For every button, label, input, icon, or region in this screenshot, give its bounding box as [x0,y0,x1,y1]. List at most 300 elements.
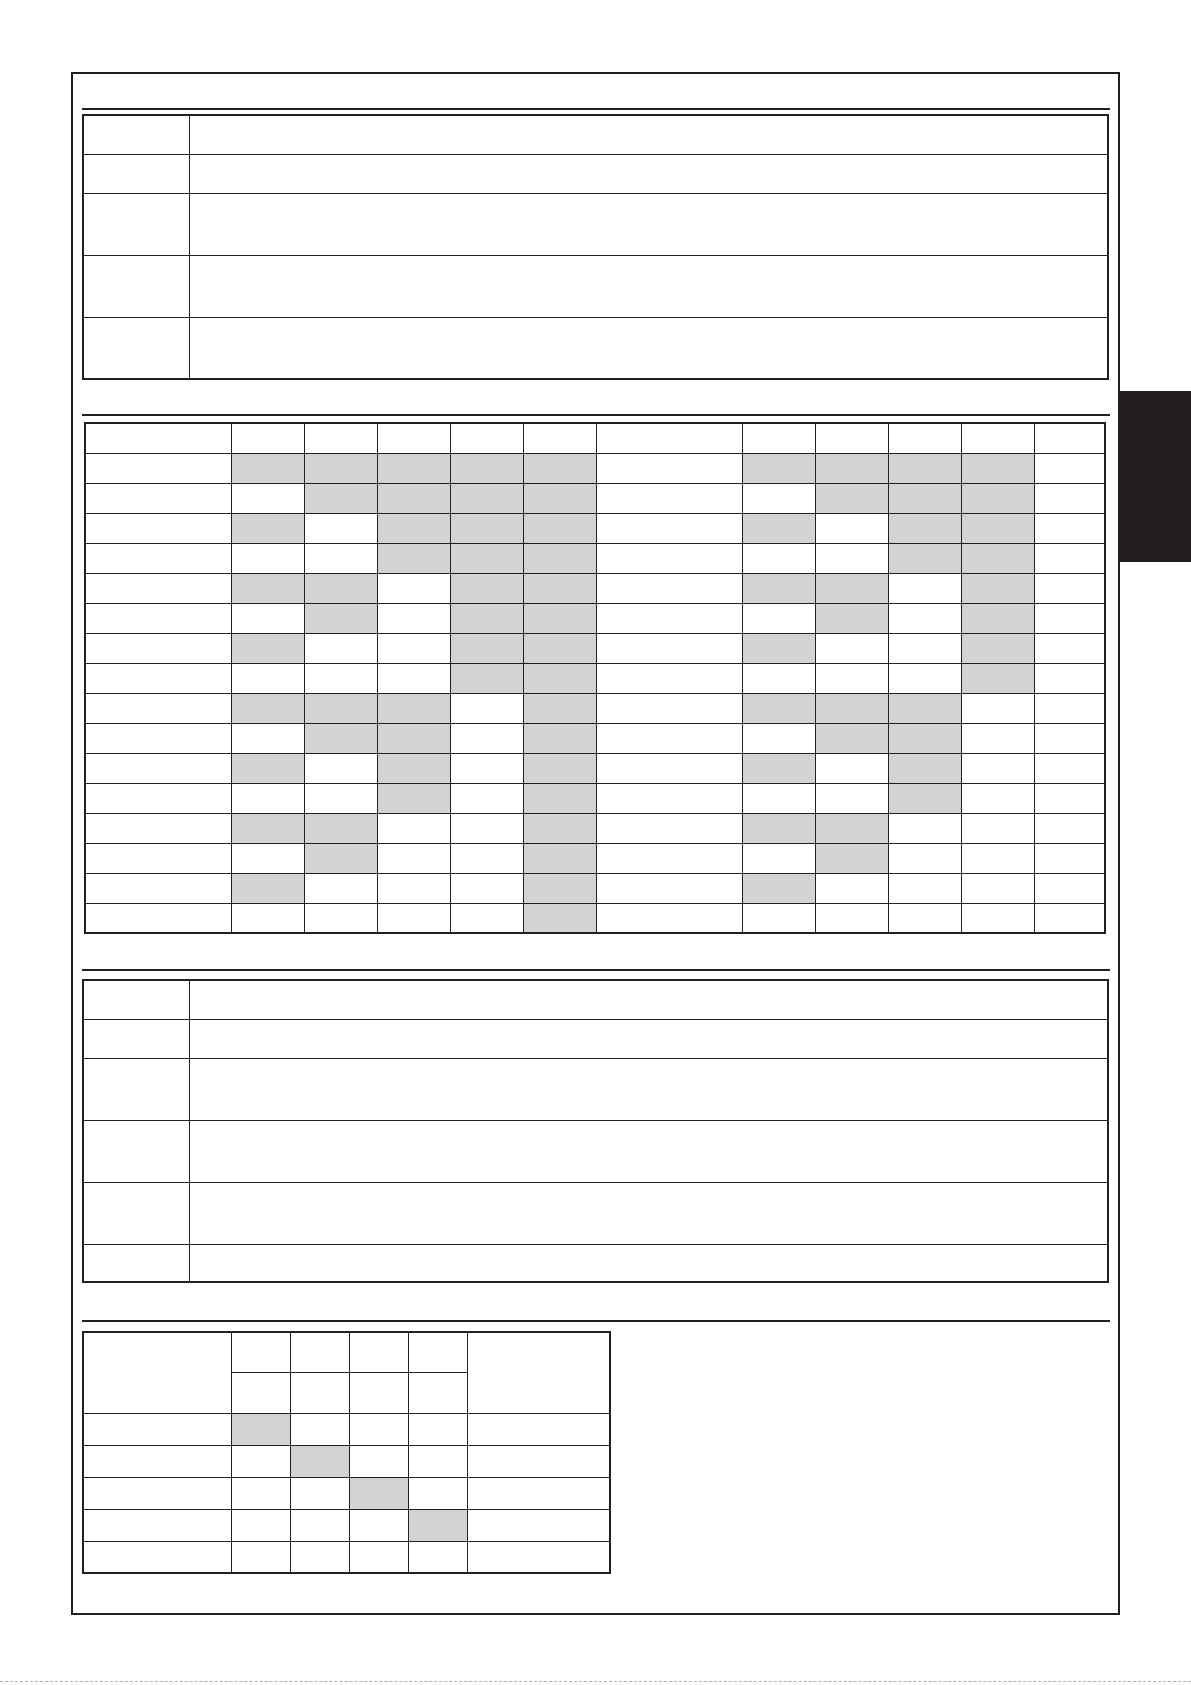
matrix-cell [961,783,1034,813]
matrix-cell [815,693,888,723]
matrix-cell [523,813,596,843]
matrix-cell [523,843,596,873]
matrix-cell [888,483,961,513]
section-tab [1120,391,1191,562]
matrix-header-cell [304,423,377,453]
selection-cell [290,1477,349,1509]
matrix-cell [304,603,377,633]
matrix-cell [231,783,304,813]
selection-cell [349,1413,408,1445]
matrix-cell [523,783,596,813]
matrix-cell [961,753,1034,783]
definition-label [83,255,189,317]
matrix-cell [231,543,304,573]
selection-result-cell [467,1509,610,1541]
definition-text [189,980,1108,1019]
matrix-cell [450,753,523,783]
selection-cell [349,1541,408,1573]
selection-cell [349,1445,408,1477]
section-rule-4 [82,1320,1110,1322]
definition-row [83,115,1108,154]
selection-subheader-cell [231,1372,290,1413]
selection-subheader-cell [290,1372,349,1413]
matrix-cell [742,723,815,753]
matrix-cell [304,453,377,483]
matrix-cell [815,513,888,543]
matrix-cell [231,873,304,903]
matrix-mid-label [596,783,742,813]
matrix-cell [815,573,888,603]
matrix-mid-label [596,483,742,513]
matrix-cell [231,573,304,603]
selection-table [82,1331,611,1574]
matrix-cell [815,453,888,483]
matrix-cell [888,783,961,813]
matrix-cell [523,753,596,783]
matrix-mid-label [596,573,742,603]
matrix-cell [1034,753,1105,783]
matrix-cell [377,813,450,843]
matrix-header-cell [450,423,523,453]
selection-cell [290,1541,349,1573]
matrix-cell [742,633,815,663]
matrix-cell [961,903,1034,933]
matrix-cell [1034,723,1105,753]
matrix-cell [231,513,304,543]
selection-cell [349,1509,408,1541]
definition-row [83,1182,1108,1244]
matrix-cell [1034,813,1105,843]
matrix-cell [377,843,450,873]
matrix-cell [231,693,304,723]
matrix-cell [377,783,450,813]
matrix-cell [742,843,815,873]
matrix-cell [961,723,1034,753]
page-bottom-edge [0,1681,1191,1682]
matrix-cell [523,513,596,543]
matrix-cell [888,573,961,603]
matrix-cell [888,513,961,543]
selection-cell [231,1445,290,1477]
matrix-cell [815,843,888,873]
matrix-cell [742,903,815,933]
matrix-cell [961,633,1034,663]
matrix-row-label [85,573,231,603]
selection-cell [408,1445,467,1477]
definition-text [189,115,1108,154]
matrix-cell [815,483,888,513]
matrix-mid-label [596,873,742,903]
matrix-cell [304,513,377,543]
matrix-cell [815,723,888,753]
selection-result-cell [467,1413,610,1445]
matrix-cell [450,723,523,753]
definition-label [83,1019,189,1058]
matrix-row-label [85,513,231,543]
matrix-row-label [85,873,231,903]
matrix-cell [1034,483,1105,513]
matrix-cell [377,513,450,543]
section-rule-2 [82,414,1110,416]
matrix-cell [377,633,450,663]
selection-cell [408,1509,467,1541]
matrix-row [85,603,1105,633]
selection-cell [231,1477,290,1509]
matrix-cell [961,693,1034,723]
matrix-cell [304,573,377,603]
matrix-row [85,633,1105,663]
matrix-cell [961,453,1034,483]
matrix-cell [450,513,523,543]
matrix-row-label [85,843,231,873]
matrix-row [85,843,1105,873]
matrix-row-label [85,543,231,573]
matrix-cell [304,543,377,573]
matrix-row [85,573,1105,603]
matrix-cell [742,573,815,603]
matrix-mid-label [596,513,742,543]
matrix-cell [231,843,304,873]
selection-row-label [83,1413,231,1445]
matrix-cell [304,903,377,933]
matrix-header-cell [888,423,961,453]
matrix-mid-label [596,693,742,723]
matrix-cell [742,453,815,483]
matrix-cell [1034,783,1105,813]
matrix-cell [450,813,523,843]
matrix-cell [231,723,304,753]
matrix-row-label [85,483,231,513]
definition-label [83,980,189,1019]
definition-text [189,1182,1108,1244]
matrix-row-label [85,723,231,753]
matrix-cell [1034,873,1105,903]
matrix-mid-label [596,663,742,693]
section-rule-1 [82,108,1110,110]
matrix-row-label [85,753,231,783]
matrix-cell [888,723,961,753]
definition-label [83,317,189,379]
matrix-cell [231,453,304,483]
definition-text [189,1058,1108,1120]
matrix-cell [450,903,523,933]
matrix-cell [742,543,815,573]
matrix-cell [231,813,304,843]
matrix-cell [961,813,1034,843]
definition-row [83,1244,1108,1282]
matrix-header-cell [596,423,742,453]
matrix-cell [304,693,377,723]
matrix-cell [231,903,304,933]
matrix-cell [450,843,523,873]
matrix-row-label [85,603,231,633]
matrix-cell [888,603,961,633]
matrix-mid-label [596,453,742,483]
matrix-cell [231,753,304,783]
matrix-cell [450,663,523,693]
matrix-cell [888,903,961,933]
selection-cell [290,1413,349,1445]
definition-row [83,255,1108,317]
selection-header-row [83,1332,610,1372]
selection-row-label [83,1477,231,1509]
matrix-row [85,873,1105,903]
matrix-cell [377,573,450,603]
selection-cell [290,1445,349,1477]
matrix-cell [377,453,450,483]
matrix-cell [815,633,888,663]
matrix-row-label [85,633,231,663]
matrix-cell [450,603,523,633]
matrix-cell [742,783,815,813]
matrix-row [85,753,1105,783]
section-rule-3 [82,969,1110,971]
matrix-cell [377,543,450,573]
matrix-cell [888,813,961,843]
matrix-cell [815,603,888,633]
matrix-cell [1034,633,1105,663]
selection-row [83,1445,610,1477]
matrix-header-cell [961,423,1034,453]
definition-row [83,1019,1108,1058]
matrix-row [85,663,1105,693]
matrix-row [85,903,1105,933]
matrix-cell [742,663,815,693]
matrix-cell [961,843,1034,873]
matrix-cell [377,483,450,513]
matrix-cell [377,603,450,633]
matrix-cell [523,543,596,573]
selection-cell [408,1413,467,1445]
matrix-mid-label [596,843,742,873]
matrix-row [85,693,1105,723]
matrix-cell [1034,513,1105,543]
definition-label [83,154,189,193]
definition-label [83,1120,189,1182]
definition-row [83,1120,1108,1182]
selection-result-header [467,1332,610,1413]
matrix-cell [523,603,596,633]
matrix-cell [231,483,304,513]
matrix-row [85,723,1105,753]
definition-label [83,1182,189,1244]
definition-table-2 [82,979,1109,1283]
selection-result-cell [467,1445,610,1477]
matrix-mid-label [596,723,742,753]
matrix-cell [304,663,377,693]
definition-label [83,115,189,154]
matrix-cell [961,483,1034,513]
matrix-cell [450,453,523,483]
selection-row [83,1413,610,1445]
matrix-cell [742,873,815,903]
matrix-cell [815,813,888,843]
matrix-row [85,453,1105,483]
matrix-cell [888,873,961,903]
definition-table-1 [82,114,1109,380]
selection-row [83,1477,610,1509]
matrix-cell [377,873,450,903]
matrix-cell [815,663,888,693]
matrix-cell [888,663,961,693]
selection-cell [231,1413,290,1445]
matrix-cell [523,693,596,723]
definition-row [83,1058,1108,1120]
matrix-cell [450,543,523,573]
matrix-cell [888,543,961,573]
matrix-mid-label [596,633,742,663]
matrix-row [85,543,1105,573]
matrix-cell [961,663,1034,693]
matrix-cell [304,783,377,813]
selection-header-cell [231,1332,290,1372]
definition-label [83,193,189,255]
matrix-mid-label [596,813,742,843]
matrix-mid-label [596,603,742,633]
matrix-cell [304,813,377,843]
matrix-cell [450,783,523,813]
matrix-cell [377,663,450,693]
matrix-cell [231,663,304,693]
matrix-cell [304,633,377,663]
matrix-row-label [85,903,231,933]
matrix-cell [450,693,523,723]
selection-cell [349,1477,408,1509]
matrix-header-cell [231,423,304,453]
matrix-cell [742,513,815,543]
matrix-cell [1034,693,1105,723]
matrix-row [85,513,1105,543]
selection-row [83,1509,610,1541]
matrix-cell [304,483,377,513]
definition-row [83,317,1108,379]
matrix-cell [377,903,450,933]
matrix-cell [450,873,523,903]
matrix-cell [742,753,815,783]
matrix-cell [1034,453,1105,483]
definition-text [189,154,1108,193]
matrix-cell [888,753,961,783]
selection-header-cell [349,1332,408,1372]
matrix-cell [961,543,1034,573]
matrix-row [85,783,1105,813]
matrix-cell [888,453,961,483]
matrix-cell [815,903,888,933]
matrix-header-cell [742,423,815,453]
matrix-header-row [85,423,1105,453]
matrix-cell [1034,573,1105,603]
selection-row-label [83,1541,231,1573]
selection-cell [408,1541,467,1573]
matrix-cell [523,633,596,663]
matrix-cell [815,783,888,813]
selection-row [83,1541,610,1573]
selection-row-label [83,1509,231,1541]
matrix-cell [450,573,523,603]
matrix-cell [304,843,377,873]
matrix-header-cell [523,423,596,453]
matrix-row [85,483,1105,513]
matrix-cell [742,483,815,513]
matrix-cell [377,723,450,753]
definition-row [83,980,1108,1019]
matrix-cell [961,603,1034,633]
matrix-cell [304,723,377,753]
selection-cell [231,1541,290,1573]
matrix-cell [961,573,1034,603]
selection-cell [231,1509,290,1541]
matrix-cell [450,483,523,513]
matrix-header-cell [377,423,450,453]
definition-label [83,1058,189,1120]
matrix-row-label [85,693,231,723]
definition-label [83,1244,189,1282]
matrix-cell [1034,903,1105,933]
matrix-header-cell [815,423,888,453]
selection-subheader-cell [408,1372,467,1413]
matrix-row-label [85,663,231,693]
definition-text [189,1019,1108,1058]
matrix-cell [1034,663,1105,693]
matrix-cell [888,843,961,873]
selection-header-cell [290,1332,349,1372]
selection-result-cell [467,1477,610,1509]
matrix-cell [742,813,815,843]
matrix-cell [231,633,304,663]
matrix-cell [742,603,815,633]
matrix-cell [523,723,596,753]
matrix-mid-label [596,903,742,933]
matrix-row [85,813,1105,843]
definition-text [189,1244,1108,1282]
selection-cell [290,1509,349,1541]
definition-text [189,255,1108,317]
matrix-cell [523,873,596,903]
matrix-cell [450,633,523,663]
matrix-cell [961,513,1034,543]
matrix-header-cell [85,423,231,453]
matrix-row-label [85,783,231,813]
matrix-cell [304,873,377,903]
matrix-cell [815,873,888,903]
matrix-cell [304,753,377,783]
matrix-cell [377,753,450,783]
selection-subheader-cell [349,1372,408,1413]
matrix-header-cell [1034,423,1105,453]
matrix-cell [231,603,304,633]
matrix-cell [1034,543,1105,573]
matrix-cell [523,453,596,483]
matrix-mid-label [596,753,742,783]
definition-row [83,193,1108,255]
matrix-cell [377,693,450,723]
selection-cell [408,1477,467,1509]
matrix-cell [523,663,596,693]
matrix-cell [1034,603,1105,633]
matrix-cell [523,903,596,933]
matrix-cell [742,693,815,723]
matrix-cell [888,633,961,663]
selection-row-label [83,1445,231,1477]
definition-text [189,193,1108,255]
matrix-cell [523,573,596,603]
matrix-row-label [85,813,231,843]
matrix-cell [815,543,888,573]
matrix-cell [1034,843,1105,873]
selection-result-cell [467,1541,610,1573]
combination-table [84,422,1106,934]
matrix-cell [888,693,961,723]
